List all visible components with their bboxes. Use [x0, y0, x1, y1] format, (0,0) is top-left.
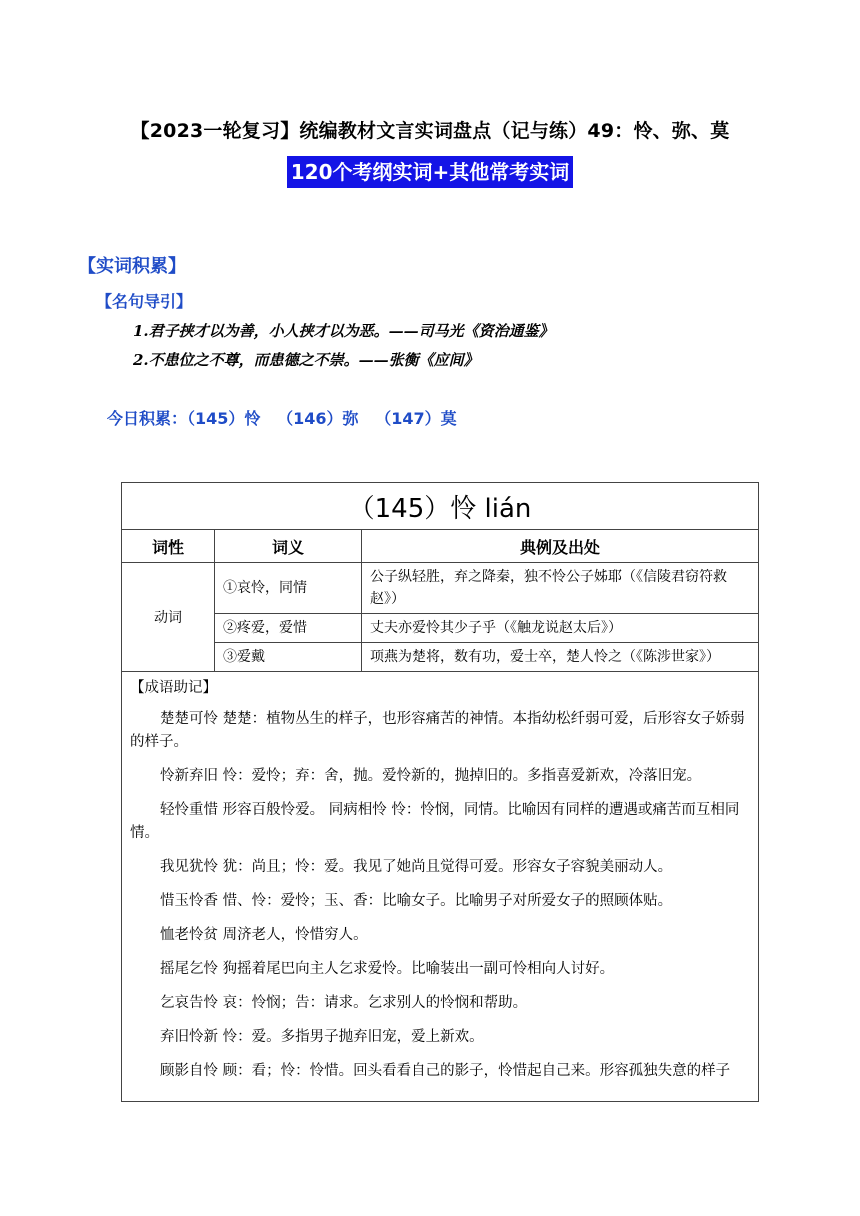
subtitle-wrapper: [0, 156, 860, 188]
idiom-item: 摇尾乞怜 狗摇着尾巴向主人乞求爱怜。比喻装出一副可怜相向人讨好。: [160, 961, 615, 977]
table-row: [122, 614, 759, 643]
idiom-item: 顾影自怜 顾：看；怜：怜惜。回头看看自己的影子，怜惜起自己来。形容孤独失意的样子: [160, 1063, 731, 1079]
col-pos-header: 词性: [122, 530, 215, 563]
idiom-item: 轻怜重惜 形容百般怜爱。 同病相怜 怜：怜悯，同情。比喻因有同样的遭遇或痛苦而互相同情。: [130, 802, 740, 841]
table-row: [122, 563, 759, 614]
example-cell: 公子纵轻胜，弃之降秦，独不怜公子姊耶（《信陵君窃符救赵》）: [362, 563, 759, 614]
table-row: [122, 643, 759, 672]
example-cell: 项燕为楚将，数有功，爱士卒，楚人怜之（《陈涉世家》）: [362, 643, 759, 672]
table-header-row: [122, 530, 759, 563]
meaning-cell: ③爱戴: [215, 643, 362, 672]
col-meaning-header: 词义: [215, 530, 362, 563]
idiom-label: 【成语助记】: [130, 680, 217, 696]
col-example-header: 典例及出处: [362, 530, 759, 563]
example-cell: 丈夫亦爱怜其少子乎（《触龙说赵太后》）: [362, 614, 759, 643]
idiom-item: 惜玉怜香 惜、怜：爱怜；玉、香：比喻女子。比喻男子对所爱女子的照顾体贴。: [160, 893, 673, 909]
meaning-cell: ②疼爱，爱惜: [215, 614, 362, 643]
idiom-item: 楚楚可怜 楚楚：植物丛生的样子，也形容痛苦的神情。本指幼松纤弱可爱，后形容女子娇弱的样子。: [130, 711, 745, 750]
subsection-heading: 【名句导引】: [96, 292, 193, 311]
idiom-item: 弃旧怜新 怜：爱。多指男子抛弃旧宠，爱上新欢。: [160, 1029, 484, 1045]
quote-1: 1.君子挟才以为善，小人挟才以为恶。——司马光《资治通鉴》: [133, 322, 554, 340]
quote-2: 2.不患位之不尊，而患德之不崇。——张衡《应间》: [133, 351, 479, 369]
meaning-cell: ①哀怜，同情: [215, 563, 362, 614]
table-heading: （145）怜 lián: [122, 483, 759, 530]
document-title: 【2023一轮复习】统编教材文言实词盘点（记与练）49：怜、弥、莫: [130, 120, 730, 142]
idiom-item: 怜新弃旧 怜：爱怜；弃：舍，抛。爱怜新的，抛掉旧的。多指喜爱新欢，冷落旧宠。: [160, 768, 702, 784]
idiom-item: 恤老怜贫 周济老人，怜惜穷人。: [160, 927, 368, 943]
pos-cell: 动词: [122, 563, 215, 672]
idiom-box: [122, 672, 759, 1102]
word-table: [121, 482, 759, 1102]
today-accumulation: 今日积累：（145）怜 （146）弥 （147）莫: [107, 409, 457, 428]
idiom-item: 我见犹怜 犹：尚且；怜：爱。我见了她尚且觉得可爱。形容女子容貌美丽动人。: [160, 859, 673, 875]
document-subtitle: 120个考纲实词+其他常考实词: [287, 156, 574, 188]
idiom-item: 乞哀告怜 哀：怜悯；告：请求。乞求别人的怜悯和帮助。: [160, 995, 528, 1011]
section-heading: 【实词积累】: [78, 256, 186, 277]
